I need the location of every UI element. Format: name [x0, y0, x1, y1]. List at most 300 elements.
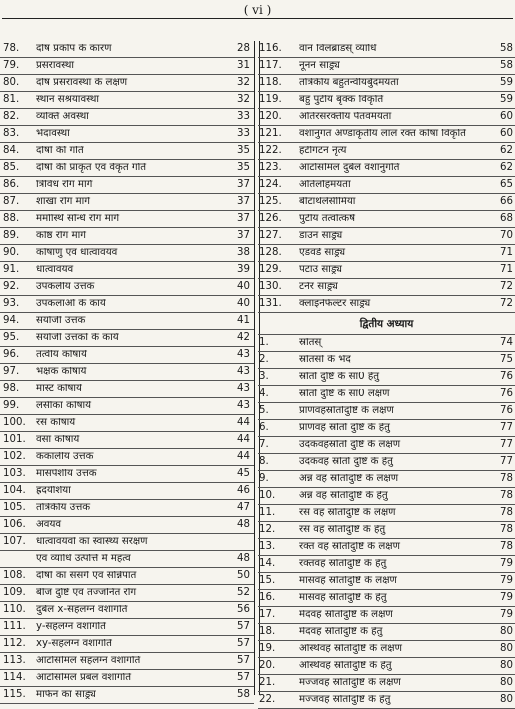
entry-page: 78 — [500, 490, 513, 501]
toc-entry — [258, 471, 515, 488]
entry-number: 3. — [259, 371, 269, 382]
entry-title: आटोसोमल दुर्बल वशांनुगति — [299, 163, 400, 173]
entry-title: उपकलीय उत्तक — [36, 282, 95, 292]
entry-title: मर्मास्थि सन्धि रोग मार्ग — [36, 214, 120, 224]
entry-number: 19. — [259, 643, 276, 654]
entry-page: 35 — [237, 162, 250, 173]
entry-page: 57 — [237, 655, 250, 666]
entry-title: वान विलब्राडस् व्याधि — [299, 44, 377, 54]
toc-entry — [0, 636, 254, 653]
toc-entry — [0, 262, 254, 279]
toc-entry — [258, 522, 515, 539]
entry-number: 103. — [3, 468, 26, 479]
entry-title: अवयव — [36, 520, 62, 530]
entry-number: 106. — [3, 519, 26, 530]
toc-entry — [258, 437, 515, 454]
toc-entry — [0, 296, 254, 313]
entry-title: मांसवह स्रोतोदुष्टि के लक्षण — [299, 576, 397, 586]
toc-entry — [0, 602, 254, 619]
entry-title: स्रोतसों के भेद — [299, 355, 351, 365]
entry-number: 14. — [259, 558, 276, 569]
entry-number: 18. — [259, 626, 276, 637]
toc-entry — [258, 386, 515, 403]
entry-number: 126. — [259, 213, 282, 224]
entry-page: 48 — [237, 519, 250, 530]
entry-number: 8. — [259, 456, 269, 467]
entry-page: 57 — [237, 638, 250, 649]
entry-title: रक्तवह स्रोतोदुष्टि के हेतु — [299, 559, 387, 569]
toc-entry — [0, 58, 254, 75]
entry-title: अस्थिवह स्रोतोदुष्टि के लक्षण — [299, 644, 402, 654]
entry-title: बीटाथेलेसीमिया — [299, 197, 356, 207]
entry-page: 31 — [237, 60, 250, 71]
entry-number: 124. — [259, 179, 282, 190]
entry-title: टर्नर साड्र्य — [299, 282, 338, 292]
toc-entry — [0, 551, 254, 568]
entry-title: रक्त वह स्रोतोदुष्टि के लक्षण — [299, 542, 400, 552]
entry-title: अतिलौहमयता — [299, 180, 351, 190]
entry-page: 33 — [237, 111, 250, 122]
entry-number: 108. — [3, 570, 26, 581]
entry-page: 39 — [237, 264, 250, 275]
entry-number: 13. — [259, 541, 276, 552]
entry-title: लसीका कोषायें — [36, 401, 92, 411]
toc-entry — [258, 607, 515, 624]
entry-number: 89. — [3, 230, 20, 241]
toc-entry — [0, 466, 254, 483]
entry-number: 85. — [3, 162, 20, 173]
toc-entry — [0, 415, 254, 432]
entry-title: अतिरसरक्तीय पैतवमयता — [299, 112, 392, 122]
entry-page: 66 — [500, 196, 513, 207]
entry-number: 122. — [259, 145, 282, 156]
entry-page: 79 — [500, 575, 513, 586]
toc-entry — [258, 573, 515, 590]
entry-page: 37 — [237, 213, 250, 224]
entry-number: 21. — [259, 677, 276, 688]
entry-page: 57 — [237, 672, 250, 683]
entry-title: वंशानुगत अण्डाकृतीय लाल रक्त कोषा विकृति — [299, 129, 466, 139]
entry-page: 77 — [500, 422, 513, 433]
entry-page: 62 — [500, 162, 513, 173]
entry-title: पटाउ साड्र्य — [299, 265, 342, 275]
toc-entry — [0, 160, 254, 177]
entry-title: मेदवह स्रोतोदुष्टि के हेतु — [299, 627, 383, 637]
toc-entry — [258, 675, 515, 692]
entry-number: 119. — [259, 94, 282, 105]
toc-entry — [258, 160, 515, 177]
entry-number: 82. — [3, 111, 20, 122]
toc-entry — [0, 500, 254, 517]
entry-number: 104. — [3, 485, 26, 496]
entry-page: 58 — [237, 689, 250, 700]
entry-title: अन्न वह स्रोतोदुष्टि के लक्षण — [299, 474, 399, 484]
entry-page: 47 — [237, 502, 250, 513]
entry-number: 98. — [3, 383, 20, 394]
toc-entry — [0, 585, 254, 602]
toc-entry — [0, 619, 254, 636]
entry-title: तंत्वीय कोषायें — [36, 350, 87, 360]
entry-number: 20. — [259, 660, 276, 671]
toc-entry — [0, 279, 254, 296]
entry-page: 76 — [500, 405, 513, 416]
entry-page: 78 — [500, 524, 513, 535]
toc-entry — [0, 347, 254, 364]
entry-title: मांसपेशीय उत्तक — [36, 469, 97, 479]
toc-entry — [0, 75, 254, 92]
entry-page: 33 — [237, 128, 250, 139]
entry-title: मार्फन का साड्र्य — [36, 690, 96, 700]
toc-entry — [258, 590, 515, 607]
entry-number: 83. — [3, 128, 20, 139]
entry-number: 81. — [3, 94, 20, 105]
toc-entry — [0, 126, 254, 143]
entry-page: 32 — [237, 94, 250, 105]
toc-entry — [258, 454, 515, 471]
entry-title: रस वह स्रोतोदुष्टि के हेतु — [299, 525, 386, 535]
toc-entry — [0, 653, 254, 670]
entry-number: 117. — [259, 60, 282, 71]
entry-number: 95. — [3, 332, 20, 343]
entry-page: 46 — [237, 485, 250, 496]
entry-title: शाखा रोग मार्ग — [36, 197, 91, 207]
entry-title: अस्थिवह स्रोतोदुष्टि के हेतु — [299, 661, 392, 671]
entry-number: 99. — [3, 400, 20, 411]
entry-title: धात्वावयव — [36, 265, 74, 275]
entry-number: 118. — [259, 77, 282, 88]
toc-entry — [258, 505, 515, 522]
toc-entry — [258, 403, 515, 420]
entry-page: 43 — [237, 400, 250, 411]
entry-number: 7. — [259, 439, 269, 450]
entry-number: 113. — [3, 655, 26, 666]
toc-entry — [0, 398, 254, 415]
entry-title: दोष प्रसरावस्था के लक्षण — [36, 78, 128, 88]
entry-page: 78 — [500, 541, 513, 552]
entry-page: 77 — [500, 456, 513, 467]
entry-title: अन्न वह स्रोतोदुष्टि के हेतु — [299, 491, 388, 501]
entry-title: कोष्ठ रोग मार्ग — [36, 231, 86, 241]
entry-number: 87. — [3, 196, 20, 207]
entry-title: स्रोतो दुष्टि के सा0 हेतु — [299, 372, 380, 382]
entry-page: 37 — [237, 179, 250, 190]
entry-page: 79 — [500, 558, 513, 569]
entry-page: 58 — [500, 43, 513, 54]
entry-page: 40 — [237, 298, 250, 309]
entry-page: 68 — [500, 213, 513, 224]
entry-title: मज्जवह स्रोतोदुष्टि के लक्षण — [299, 678, 401, 688]
entry-number: 111. — [3, 621, 26, 632]
entry-title: वसा कोषायें — [36, 435, 80, 445]
toc-entry — [258, 262, 515, 279]
entry-number: 131. — [259, 298, 282, 309]
entry-page: 79 — [500, 609, 513, 620]
entry-page: 43 — [237, 366, 250, 377]
toc-entry — [0, 194, 254, 211]
toc-entry — [0, 517, 254, 534]
toc-entry — [0, 381, 254, 398]
toc-entry — [258, 658, 515, 675]
entry-page: 40 — [237, 281, 250, 292]
entry-number: 107. — [3, 536, 26, 547]
entry-page: 60 — [500, 128, 513, 139]
entry-title: रस वह स्रोतोदुष्टि के लक्षण — [299, 508, 396, 518]
toc-right-lower — [258, 335, 515, 709]
entry-page: 44 — [237, 417, 250, 428]
entry-page: 65 — [500, 179, 513, 190]
toc-entry — [258, 109, 515, 126]
entry-number: 115. — [3, 689, 26, 700]
entry-number: 2. — [259, 354, 269, 365]
entry-number: 6. — [259, 422, 269, 433]
entry-title: क्लाइनेफेल्टर साड्र्य — [299, 299, 371, 309]
toc-entry — [258, 369, 515, 386]
entry-title: संयोजी उत्तकों के कार्य — [36, 333, 119, 343]
entry-number: 80. — [3, 77, 20, 88]
entry-title: डाउन साड्र्य — [299, 231, 343, 241]
entry-number: 22. — [259, 694, 276, 705]
entry-page: 80 — [500, 694, 513, 705]
toc-entry — [0, 41, 254, 58]
entry-title: एवं व्याधि उत्पत्ति में महत्व — [36, 554, 131, 564]
entry-number: 78. — [3, 43, 20, 54]
entry-title: स्थान संश्रयावस्था — [36, 95, 100, 105]
entry-number: 15. — [259, 575, 276, 586]
entry-page: 78 — [500, 473, 513, 484]
toc-entry — [0, 568, 254, 585]
entry-number: 92. — [3, 281, 20, 292]
entry-page: 37 — [237, 196, 250, 207]
page-number: ( vi ) — [243, 3, 272, 17]
entry-number: 125. — [259, 196, 282, 207]
toc-right-column — [258, 41, 515, 709]
entry-page: 56 — [237, 604, 250, 615]
entry-page: 72 — [500, 298, 513, 309]
toc-left-column — [0, 41, 254, 704]
entry-title: स्रोतस् — [299, 338, 322, 348]
toc-entry — [258, 58, 515, 75]
toc-entry — [258, 245, 515, 262]
entry-number: 127. — [259, 230, 282, 241]
entry-page: 62 — [500, 145, 513, 156]
entry-number: 100. — [3, 417, 26, 428]
entry-title: मांसवह स्रोतोदुष्टि के हेतु — [299, 593, 387, 603]
toc-entry — [258, 279, 515, 296]
entry-page: 37 — [237, 230, 250, 241]
entry-title: त्रिविध रोग मार्ग — [36, 180, 93, 190]
entry-title: रस कोषायें — [36, 418, 76, 428]
entry-number: 114. — [3, 672, 26, 683]
toc-entry — [0, 432, 254, 449]
entry-page: 80 — [500, 643, 513, 654]
entry-title: हंटींगटन नृत्य — [299, 146, 347, 156]
entry-title: भक्षक कोषायें — [36, 367, 87, 377]
entry-number: 101. — [3, 434, 26, 445]
entry-title: नूनन साड्र्य — [299, 61, 340, 71]
entry-title: प्राणवह स्रोतो दुष्टि के हेतु — [299, 423, 390, 433]
entry-number: 93. — [3, 298, 20, 309]
toc-entry — [0, 449, 254, 466]
entry-page: 75 — [500, 354, 513, 365]
entry-title: कोषाणु एवं धात्वावयव — [36, 248, 118, 258]
entry-number: 16. — [259, 592, 276, 603]
toc-entry — [258, 692, 515, 709]
entry-page: 60 — [500, 111, 513, 122]
toc-entry — [0, 211, 254, 228]
entry-page: 79 — [500, 592, 513, 603]
entry-page: 32 — [237, 77, 250, 88]
entry-title: मज्जवह स्रोतोदुष्टि के हेतु — [299, 695, 391, 705]
entry-title: दोषों की प्राकृत एवं वैकृत गति — [36, 163, 147, 173]
entry-page: 76 — [500, 388, 513, 399]
entry-number: 109. — [3, 587, 26, 598]
toc-entry — [258, 641, 515, 658]
entry-number: 120. — [259, 111, 282, 122]
toc-entry — [0, 92, 254, 109]
entry-number: 11. — [259, 507, 276, 518]
entry-title: एडवर्ड साड्र्य — [299, 248, 346, 258]
entry-number: 110. — [3, 604, 26, 615]
entry-number: 10. — [259, 490, 276, 501]
entry-title: दोषों का संसर्ग एवं सन्निपात — [36, 571, 137, 581]
toc-entry — [0, 228, 254, 245]
entry-number: 9. — [259, 473, 269, 484]
entry-number: 88. — [3, 213, 20, 224]
entry-number: 90. — [3, 247, 20, 258]
entry-number: 102. — [3, 451, 26, 462]
entry-page: 77 — [500, 439, 513, 450]
entry-title: आटोसोमल प्रबल वंशागति — [36, 673, 132, 683]
toc-entry — [0, 109, 254, 126]
entry-title: भेदावस्था — [36, 129, 70, 139]
entry-title: प्राणवहस्रोतोदुष्टि के लक्षण — [299, 406, 394, 416]
toc-entry — [258, 194, 515, 211]
toc-entry — [258, 420, 515, 437]
toc-entry — [258, 352, 515, 369]
entry-title: उपकलाओं के कार्य — [36, 299, 106, 309]
entry-page: 71 — [500, 264, 513, 275]
toc-entry — [258, 126, 515, 143]
header-rule — [2, 18, 513, 19]
entry-title: दोष प्रकोप के कारण — [36, 44, 112, 54]
toc-entry — [0, 670, 254, 687]
entry-page: 59 — [500, 94, 513, 105]
toc-entry — [0, 364, 254, 381]
entry-title: xy-सहलग्न वंशागति — [36, 639, 112, 649]
toc-entry — [0, 313, 254, 330]
entry-number: 96. — [3, 349, 20, 360]
toc-entry — [258, 335, 515, 352]
toc-entry — [0, 330, 254, 347]
toc-entry — [258, 488, 515, 505]
entry-number: 17. — [259, 609, 276, 620]
entry-page: 71 — [500, 247, 513, 258]
entry-page: 59 — [500, 77, 513, 88]
toc-entry — [258, 296, 515, 313]
entry-page: 58 — [500, 60, 513, 71]
entry-page: 42 — [237, 332, 250, 343]
entry-page: 41 — [237, 315, 250, 326]
toc-entry — [258, 556, 515, 573]
entry-page: 44 — [237, 434, 250, 445]
entry-page: 43 — [237, 383, 250, 394]
toc-entry — [258, 143, 515, 160]
entry-number: 86. — [3, 179, 20, 190]
entry-number: 97. — [3, 366, 20, 377]
entry-number: 121. — [259, 128, 282, 139]
entry-page: 35 — [237, 145, 250, 156]
entry-title: संयोजी उत्तक — [36, 316, 86, 326]
entry-title: y-सहलग्न वंशागति — [36, 622, 106, 632]
entry-title: दोषों की गति — [36, 146, 84, 156]
toc-entry — [258, 92, 515, 109]
entry-page: 70 — [500, 230, 513, 241]
entry-title: कंकालीय उत्तक — [36, 452, 94, 462]
entry-page: 57 — [237, 621, 250, 632]
entry-title: धात्वावयवों का स्वास्थ्य संरक्षण — [36, 537, 148, 547]
entry-number: 84. — [3, 145, 20, 156]
entry-page: 80 — [500, 660, 513, 671]
entry-page: 76 — [500, 371, 513, 382]
entry-number: 123. — [259, 162, 282, 173]
entry-page: 45 — [237, 468, 250, 479]
entry-number: 128. — [259, 247, 282, 258]
toc-entry — [0, 177, 254, 194]
entry-number: 130. — [259, 281, 282, 292]
entry-page: 44 — [237, 451, 250, 462]
toc-entry — [258, 75, 515, 92]
entry-number: 79. — [3, 60, 20, 71]
entry-page: 72 — [500, 281, 513, 292]
toc-entry — [258, 211, 515, 228]
entry-page: 50 — [237, 570, 250, 581]
toc-entry — [0, 245, 254, 262]
entry-number: 94. — [3, 315, 20, 326]
entry-number: 4. — [259, 388, 269, 399]
entry-number: 91. — [3, 264, 20, 275]
toc-entry — [258, 539, 515, 556]
entry-number: 112. — [3, 638, 26, 649]
toc-entry — [258, 177, 515, 194]
entry-page: 38 — [237, 247, 250, 258]
entry-title: प्रसरावस्था — [36, 61, 75, 71]
entry-number: 129. — [259, 264, 282, 275]
entry-title: आटोसोमल सहलग्न वंशागति — [36, 656, 141, 666]
toc-entry — [0, 483, 254, 500]
toc-right-upper — [258, 41, 515, 313]
entry-number: 116. — [259, 43, 282, 54]
entry-page: 43 — [237, 349, 250, 360]
chapter-heading: द्वितीय अध्याय — [258, 313, 515, 335]
entry-number: 105. — [3, 502, 26, 513]
toc-entry — [0, 534, 254, 551]
entry-title: मेदवह स्रोतोदुष्टि के लक्षण — [299, 610, 393, 620]
entry-title: तंत्रिकीय बहुतन्वीयर्बुदमयता — [299, 78, 399, 88]
entry-title: तंत्रिकीय उत्तक — [36, 503, 91, 513]
entry-page: 80 — [500, 626, 513, 637]
entry-title: स्रोतो दुष्टि के सा0 लक्षण — [299, 389, 390, 399]
entry-page: 78 — [500, 507, 513, 518]
entry-number: 1. — [259, 337, 269, 348]
toc-entry — [0, 687, 254, 704]
entry-title: मास्ट कोषायें — [36, 384, 82, 394]
entry-title: दुर्बल x-सहलग्न वंशागति — [36, 605, 128, 615]
entry-title: बीज दुष्टि एवं तज्जनित रोग — [36, 588, 137, 598]
entry-page: 52 — [237, 587, 250, 598]
entry-page: 74 — [500, 337, 513, 348]
entry-number: 5. — [259, 405, 269, 416]
entry-page: 48 — [237, 553, 250, 564]
